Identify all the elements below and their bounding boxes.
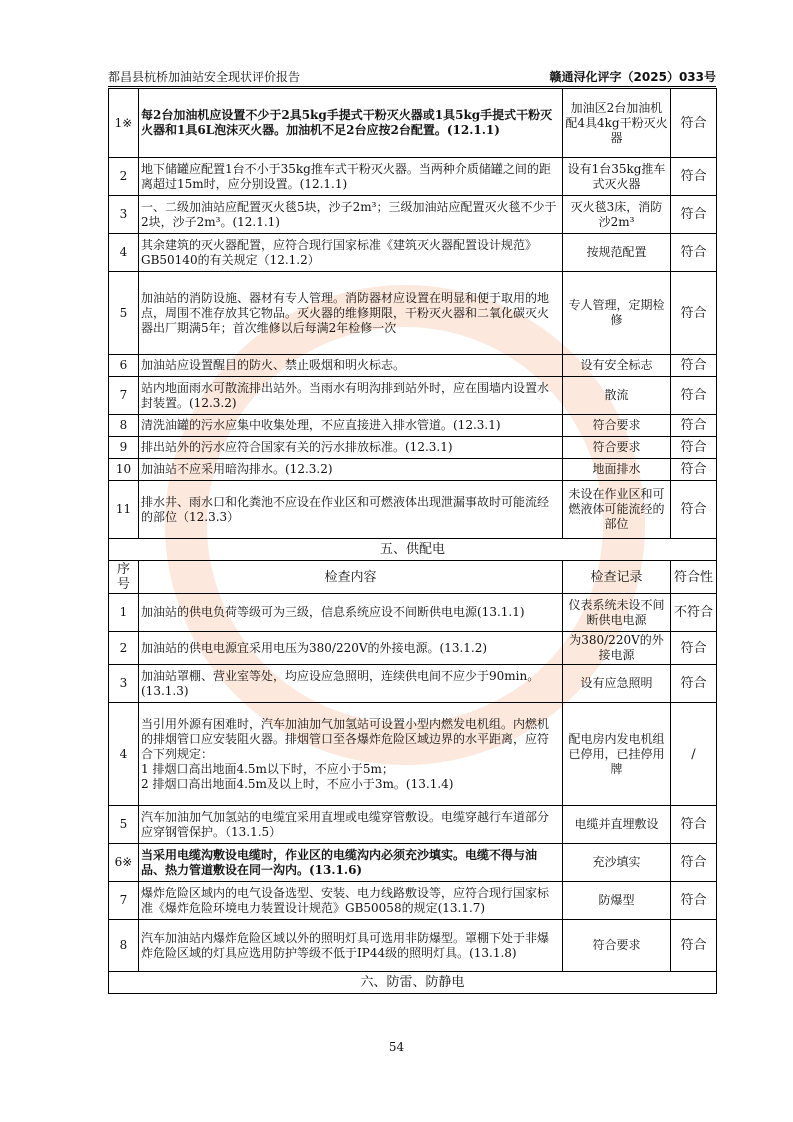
table-row [109,234,717,272]
row-result: 符合 [671,665,717,703]
row-content: 地下储罐应配置1台不小于35kg推车式干粉灭火器。当两种介质储罐之间的距离超过15m时，应分别设置。(12.1.1) [139,158,563,196]
row-record: 符合要求 [563,437,671,459]
row-record: 为380/220V的外接电源 [563,632,671,665]
table-row [109,632,717,665]
section-row [109,539,717,561]
row-content: 加油站的供电电源宜采用电压为380/220V的外接电源。(13.1.2) [139,632,563,665]
row-result: 符合 [671,415,717,437]
row-content: 当引用外源有困难时，汽车加油加气加氢站可设置小型内燃发电机组。内燃机的排烟管口应安装阻火器。排烟管口至各爆炸危险区域边界的水平距离，应符合下列规定： 1 排烟口高出地面4.5m以下时，不应小于5m； 2 排烟口高出地面4.5m及以上时，不应小于3m。(13.1.4) [139,703,563,806]
row-record: 地面排水 [563,459,671,481]
header-report-code: 赣通浔化评字（2025）033号 [549,70,716,84]
row-content: 加油站应设置醒目的防火、禁止吸烟和明火标志。 [139,355,563,377]
row-result: 符合 [671,89,717,158]
row-number: 4 [109,234,139,272]
page-header [108,66,716,87]
table-row [109,89,717,158]
row-number: 1 [109,594,139,632]
header-result: 符合性 [671,561,717,594]
row-record: 散流 [563,377,671,415]
row-number: 7 [109,377,139,415]
table-header-row [109,561,717,594]
table-row [109,594,717,632]
section-row [109,972,717,994]
header-num: 序号 [109,561,139,594]
row-record: 灭火毯3床，消防沙2m³ [563,196,671,234]
row-record: 设有1台35kg推车式灭火器 [563,158,671,196]
table-row [109,806,717,844]
row-result: 符合 [671,196,717,234]
row-result: 符合 [671,437,717,459]
table-row [109,920,717,972]
row-number: 2 [109,158,139,196]
row-number: 9 [109,437,139,459]
header-content: 检查内容 [139,561,563,594]
row-record: 电缆并直埋敷设 [563,806,671,844]
row-content: 当采用电缆沟敷设电缆时，作业区的电缆沟内必须充沙填实。电缆不得与油品、热力管道敷设在同一沟内。(13.1.6) [139,844,563,882]
header-record: 检查记录 [563,561,671,594]
row-result: 符合 [671,377,717,415]
row-number: 5 [109,272,139,355]
row-record: 未设在作业区和可燃液体可能流经的部位 [563,481,671,539]
row-number: 2 [109,632,139,665]
table-row [109,703,717,806]
row-number: 3 [109,196,139,234]
row-record: 按规范配置 [563,234,671,272]
row-number: 7 [109,882,139,920]
row-content: 加油站不应采用暗沟排水。(12.3.2) [139,459,563,481]
header-report-title: 都昌县杭桥加油站安全现状评价报告 [108,70,301,84]
table-row [109,377,717,415]
table-row [109,481,717,539]
table-row [109,459,717,481]
table-row [109,437,717,459]
row-record: 符合要求 [563,920,671,972]
row-result: 符合 [671,844,717,882]
section-title: 五、供配电 [109,539,717,561]
row-record: 加油区2台加油机配4具4kg干粉灭火器 [563,89,671,158]
table-section-power [109,594,717,972]
row-number: 1※ [109,89,139,158]
row-result: 符合 [671,234,717,272]
row-number: 5 [109,806,139,844]
row-result: 符合 [671,355,717,377]
table-row [109,665,717,703]
row-number: 4 [109,703,139,806]
row-result: 符合 [671,158,717,196]
table-section-fire [109,89,717,539]
row-content: 加油站的消防设施、器材有专人管理。消防器材应设置在明显和便于取用的地点，周围不准存放其它物品。灭火器的维修期限，干粉灭火器和二氧化碳灭火器出厂期满5年；首次维修以后每满2年检修一次 [139,272,563,355]
row-result: / [671,703,717,806]
row-number: 6 [109,355,139,377]
row-content: 爆炸危险区域内的电气设备选型、安装、电力线路敷设等，应符合现行国家标准《爆炸危险环境电力装置设计规范》GB50058的规定(13.1.7) [139,882,563,920]
row-result: 符合 [671,806,717,844]
row-content: 一、二级加油站应配置灭火毯5块，沙子2m³；三级加油站应配置灭火毯不少于2块，沙子2m³。(12.1.1) [139,196,563,234]
row-content: 汽车加油站内爆炸危险区域以外的照明灯具可选用非防爆型。罩棚下处于非爆炸危险区域的灯具应选用防护等级不低于IP44级的照明灯具。(13.1.8) [139,920,563,972]
row-record: 仪表系统未设不间断供电电源 [563,594,671,632]
row-record: 设有安全标志 [563,355,671,377]
table-row [109,196,717,234]
row-content: 排水井、雨水口和化粪池不应设在作业区和可燃液体出现泄漏事故时可能流经的部位（12.3.3） [139,481,563,539]
table-section-power-heading [109,539,717,594]
table-row [109,844,717,882]
row-content: 加油站的供电负荷等级可为三级，信息系统应设不间断供电电源(13.1.1) [139,594,563,632]
row-content: 每2台加油机应设置不少于2具5kg手提式干粉灭火器或1具5kg手提式干粉灭火器和1具6L泡沫灭火器。加油机不足2台应按2台配置。(12.1.1) [139,89,563,158]
row-record: 专人管理，定期检修 [563,272,671,355]
row-number: 6※ [109,844,139,882]
row-content: 其余建筑的灭火器配置，应符合现行国家标准《建筑灭火器配置设计规范》GB50140的有关规定（12.1.2） [139,234,563,272]
row-record: 设有应急照明 [563,665,671,703]
row-number: 10 [109,459,139,481]
table-row [109,415,717,437]
table-row [109,882,717,920]
section-title: 六、防雷、防静电 [109,972,717,994]
table-row [109,355,717,377]
row-record: 防爆型 [563,882,671,920]
row-number: 8 [109,415,139,437]
row-number: 8 [109,920,139,972]
row-result: 不符合 [671,594,717,632]
row-number: 3 [109,665,139,703]
row-content: 加油站罩棚、营业室等处，均应设应急照明，连续供电间不应少于90min。(13.1.3) [139,665,563,703]
row-result: 符合 [671,882,717,920]
row-result: 符合 [671,272,717,355]
inspection-table [108,88,717,994]
table-section-lightning-heading [109,972,717,994]
row-content: 汽车加油加气加氢站的电缆宜采用直埋或电缆穿管敷设。电缆穿越行车道部分应穿钢管保护。（13.1.5） [139,806,563,844]
row-result: 符合 [671,920,717,972]
row-result: 符合 [671,632,717,665]
row-content: 清洗油罐的污水应集中收集处理，不应直接进入排水管道。(12.3.1) [139,415,563,437]
table-row [109,158,717,196]
row-number: 11 [109,481,139,539]
row-content: 站内地面雨水可散流排出站外。当雨水有明沟排到站外时，应在围墙内设置水封装置。(12.3.2) [139,377,563,415]
row-result: 符合 [671,481,717,539]
row-record: 配电房内发电机组已停用，已挂停用牌 [563,703,671,806]
row-record: 充沙填实 [563,844,671,882]
page-number: 54 [388,1040,405,1054]
table-row [109,272,717,355]
row-record: 符合要求 [563,415,671,437]
row-content: 排出站外的污水应符合国家有关的污水排放标准。(12.3.1) [139,437,563,459]
row-result: 符合 [671,459,717,481]
